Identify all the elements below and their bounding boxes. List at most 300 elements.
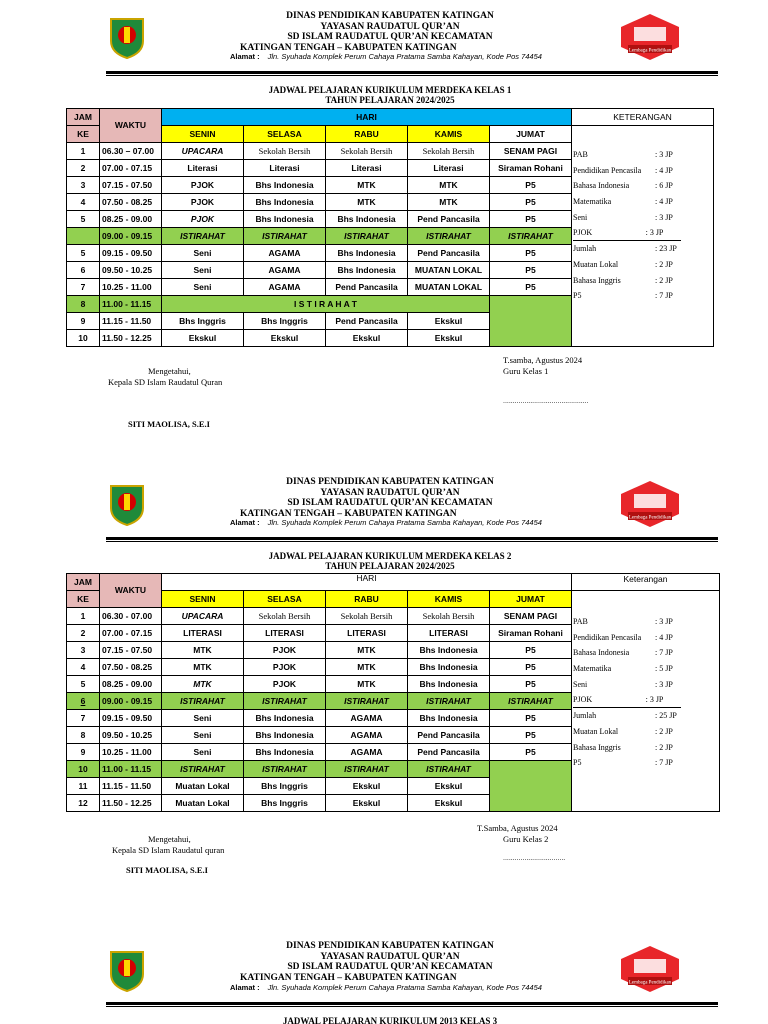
cell: AGAMA: [326, 744, 408, 761]
cell: P5: [490, 194, 572, 211]
cell: Ekskul: [326, 795, 408, 812]
cell: Pend Pancasila: [326, 279, 408, 296]
ket-label: Muatan Lokal: [573, 259, 619, 269]
cell: MTK: [162, 676, 244, 693]
letterhead-line1: DINAS PENDIDIKAN KABUPATEN KATINGAN: [286, 11, 494, 21]
ket-label: Bahasa Inggris: [573, 275, 621, 285]
cell: 1: [67, 608, 100, 625]
day-senin: SENIN: [162, 126, 244, 143]
cell: 07.15 - 07.50: [100, 642, 162, 659]
cell: 09.50 - 10.25: [100, 262, 162, 279]
address-label: Alamat :: [230, 518, 260, 527]
cell: Literasi: [408, 160, 490, 177]
cell: 9: [67, 313, 100, 330]
ket-value: : 2 JP: [655, 742, 673, 752]
cell: Ekskul: [326, 778, 408, 795]
cell: Sekolah Bersih: [244, 608, 326, 625]
sign-text: Kepala SD Islam Raudatul Quran: [108, 376, 223, 387]
cell: UPACARA: [162, 608, 244, 625]
svg-text:Lembaga Pendidikan: Lembaga Pendidikan: [628, 515, 672, 521]
ket-value: : 3 JP: [655, 617, 673, 626]
letterhead-line3: SD ISLAM RAUDATUL QUR’AN KECAMATAN: [287, 498, 493, 508]
ket-value: : 6 JP: [655, 181, 673, 191]
cell: 11.15 - 11.50: [100, 313, 162, 330]
cell: 10: [67, 330, 100, 347]
ket-row: [573, 755, 695, 771]
header-jam: JAM: [67, 574, 100, 591]
letterhead-line1: DINAS PENDIDIKAN KABUPATEN KATINGAN: [286, 941, 494, 951]
ket-label: P5: [573, 758, 582, 768]
ket-label: PAB: [573, 617, 588, 626]
cell: 2: [67, 160, 100, 177]
cell: LITERASI: [162, 625, 244, 642]
cell: Sekolah Bersih: [244, 143, 326, 160]
signature-left: [108, 366, 222, 387]
sign-text: T.samba, Agustus 2024: [503, 355, 583, 365]
cell: P5: [490, 279, 572, 296]
letterhead: [160, 11, 620, 53]
sign-text: T.Samba, Agustus 2024: [477, 823, 558, 833]
cell: Bhs Indonesia: [408, 642, 490, 659]
cell: P5: [490, 211, 572, 228]
cell: Literasi: [326, 160, 408, 177]
header-waktu: WAKTU: [100, 574, 162, 608]
header-ke: KE: [67, 591, 100, 608]
cell: P5: [490, 744, 572, 761]
cell: 2: [67, 625, 100, 642]
day-kamis: KAMIS: [408, 126, 490, 143]
cell: 9: [67, 744, 100, 761]
ket-row: [573, 241, 695, 257]
cell: 07.00 - 07.15: [100, 160, 162, 177]
cell: PJOK: [162, 211, 244, 228]
ket-label: Seni: [573, 679, 588, 689]
svg-text:Lembaga Pendidikan: Lembaga Pendidikan: [628, 980, 672, 986]
cell: ISTIRAHAT: [244, 761, 326, 778]
cell: Seni: [162, 727, 244, 744]
cell: P5: [490, 710, 572, 727]
cell: Bhs Indonesia: [244, 194, 326, 211]
letterhead-line1: DINAS PENDIDIKAN KABUPATEN KATINGAN: [286, 477, 494, 487]
cell: Bhs Inggris: [244, 313, 326, 330]
cell: 06.30 – 07.00: [100, 143, 162, 160]
address-line: [230, 983, 542, 992]
day-senin: SENIN: [162, 591, 244, 608]
cell: PJOK: [244, 642, 326, 659]
letterhead-line2: YAYASAN RAUDATUL QUR’AN: [320, 487, 460, 498]
cell: MTK: [162, 659, 244, 676]
principal-name: SITI MAOLISA, S.E.I: [126, 865, 208, 875]
sign-text: Mengetahui,: [148, 366, 191, 376]
day-rabu: RABU: [326, 126, 408, 143]
ket-row: [573, 630, 695, 646]
cell: P5: [490, 262, 572, 279]
ket-row: [573, 708, 695, 724]
cell: Siraman Rohani: [490, 625, 572, 642]
cell: ISTIRAHAT: [244, 693, 326, 710]
cell: AGAMA: [326, 727, 408, 744]
cell: 12: [67, 795, 100, 812]
ket-row: [573, 147, 695, 163]
cell: MTK: [408, 194, 490, 211]
cell: 07.50 - 08.25: [100, 659, 162, 676]
ket-row: [573, 677, 695, 693]
cell: Bhs Indonesia: [408, 676, 490, 693]
cell: 7: [67, 279, 100, 296]
cell: Bhs Indonesia: [326, 262, 408, 279]
signature-left: [112, 834, 224, 855]
letterhead-line3: SD ISLAM RAUDATUL QUR’AN KECAMATAN: [287, 962, 493, 972]
cell: 09.15 - 09.50: [100, 245, 162, 262]
sign-text: Mengetahui,: [148, 834, 191, 844]
ket-value: : 3 JP: [645, 694, 664, 704]
ket-value: : 25 JP: [655, 711, 677, 721]
sign-text: Guru Kelas 1: [503, 365, 549, 376]
ket-value: : 7 JP: [655, 758, 673, 768]
ket-row: [573, 163, 695, 179]
cell: Pend Pancasila: [408, 245, 490, 262]
cell: Ekskul: [408, 795, 490, 812]
cell: LITERASI: [326, 625, 408, 642]
cell: Bhs Inggris: [162, 313, 244, 330]
cell: PJOK: [244, 676, 326, 693]
katingan-emblem-icon: [108, 15, 146, 59]
cell: I S T I R A H A T: [162, 296, 490, 313]
cell: Ekskul: [408, 330, 490, 347]
cell: MTK: [326, 659, 408, 676]
ket-label: PJOK: [573, 694, 593, 704]
cell: Seni: [162, 710, 244, 727]
cell: Seni: [162, 744, 244, 761]
cell: MTK: [326, 642, 408, 659]
signature-right: [477, 823, 558, 844]
cell: AGAMA: [244, 262, 326, 279]
ket-label: Jumlah: [573, 711, 597, 721]
cell: P5: [490, 245, 572, 262]
keterangan-list: [573, 147, 695, 304]
cell: 4: [67, 194, 100, 211]
cell: Bhs Inggris: [244, 795, 326, 812]
cell: 09.00 - 09.15: [100, 228, 162, 245]
cell: Seni: [162, 245, 244, 262]
cell: MTK: [326, 177, 408, 194]
cell: 10.25 - 11.00: [100, 744, 162, 761]
year-text: TAHUN PELAJARAN 2024/2025: [325, 561, 455, 571]
letterhead-line2: YAYASAN RAUDATUL QUR’AN: [320, 21, 460, 32]
ket-label: Matematika: [573, 197, 612, 207]
cell: P5: [490, 676, 572, 693]
ket-row: [573, 273, 695, 289]
letterhead-line4: KATINGAN TENGAH – KABUPATEN KATINGAN: [240, 42, 457, 53]
cell: AGAMA: [244, 279, 326, 296]
cell: 7: [67, 710, 100, 727]
cell: ISTIRAHAT: [326, 693, 408, 710]
cell: Ekskul: [244, 330, 326, 347]
cell: Pend Pancasila: [408, 727, 490, 744]
cell: Muatan Lokal: [162, 778, 244, 795]
cell: 11.00 - 11.15: [100, 296, 162, 313]
section-kelas-2: [0, 466, 768, 886]
day-rabu: RABU: [326, 591, 408, 608]
ket-row: [573, 210, 695, 226]
cell: Bhs Inggris: [244, 778, 326, 795]
cell: 3: [67, 642, 100, 659]
cell: MUATAN LOKAL: [408, 262, 490, 279]
cell: Literasi: [244, 160, 326, 177]
cell: ISTIRAHAT: [408, 761, 490, 778]
signature-line: ............................................: [503, 398, 589, 405]
ket-value: : 2 JP: [655, 726, 673, 736]
ket-value: : 7 JP: [655, 648, 673, 658]
day-selasa: SELASA: [244, 591, 326, 608]
cell: Pend Pancasila: [408, 211, 490, 228]
ket-value: : 3 JP: [655, 212, 673, 222]
ket-label: Jumlah: [573, 244, 597, 254]
cell: ISTIRAHAT: [408, 228, 490, 245]
cell: MTK: [162, 642, 244, 659]
school-logo-icon: [620, 480, 680, 528]
cell: ISTIRAHAT: [490, 228, 572, 245]
cell: AGAMA: [326, 710, 408, 727]
cell: Literasi: [162, 160, 244, 177]
header-waktu: WAKTU: [100, 109, 162, 143]
year-text: TAHUN PELAJARAN 2024/2025: [325, 95, 455, 105]
cell: 6: [67, 693, 100, 710]
cell: 11.15 - 11.50: [100, 778, 162, 795]
cell: Sekolah Bersih: [326, 608, 408, 625]
cell: PJOK: [162, 194, 244, 211]
cell: MTK: [326, 194, 408, 211]
cell: Sekolah Bersih: [408, 608, 490, 625]
svg-text:Lembaga Pendidikan: Lembaga Pendidikan: [628, 48, 672, 54]
cell: Bhs Indonesia: [326, 245, 408, 262]
header-ke: KE: [67, 126, 100, 143]
ket-label: Muatan Lokal: [573, 726, 619, 736]
cell: [67, 228, 100, 245]
school-logo-icon: [620, 945, 680, 993]
cell: Bhs Indonesia: [408, 710, 490, 727]
header-hari: HARI: [162, 109, 572, 126]
cell: MTK: [408, 177, 490, 194]
day-kamis: KAMIS: [408, 591, 490, 608]
cell: Seni: [162, 279, 244, 296]
keterangan-list: [573, 614, 695, 771]
ket-label: P5: [573, 291, 582, 301]
cell: SENAM PAGI: [490, 143, 572, 160]
section-kelas-3: [0, 932, 768, 1024]
address-text: Jln. Syuhada Komplek Perum Cahaya Pratama Samba Kahayan, Kode Pos 74454: [267, 518, 542, 527]
cell: Bhs Indonesia: [244, 744, 326, 761]
cell: AGAMA: [244, 245, 326, 262]
ket-label: PJOK: [573, 227, 593, 237]
cell: 08.25 - 09.00: [100, 676, 162, 693]
header-keterangan: KETERANGAN: [572, 109, 714, 126]
cell: Sekolah Bersih: [326, 143, 408, 160]
ket-value: : 5 JP: [655, 664, 673, 674]
ket-label: Matematika: [573, 664, 612, 674]
ket-row: [573, 724, 695, 740]
ket-label: Bahasa Indonesia: [573, 648, 630, 658]
cell: 11: [67, 778, 100, 795]
day-jumat: JUMAT: [490, 126, 572, 143]
katingan-emblem-icon: [108, 948, 146, 992]
ket-value: : 2 JP: [655, 259, 673, 269]
cell: P5: [490, 642, 572, 659]
ket-label: Bahasa Indonesia: [573, 181, 630, 191]
header-divider-thin: [106, 541, 718, 542]
sign-text: Kepala SD Islam Raudatul quran: [112, 844, 225, 855]
ket-label: Bahasa Inggris: [573, 742, 621, 752]
title-text: JADWAL PELAJARAN KURIKULUM MERDEKA KELAS 1: [268, 85, 512, 95]
cell: P5: [490, 177, 572, 194]
cell: 5: [67, 245, 100, 262]
cell: 07.15 - 07.50: [100, 177, 162, 194]
cell: LITERASI: [244, 625, 326, 642]
ket-label: Pendidikan Pencasila: [573, 632, 642, 642]
cell: ISTIRAHAT: [162, 761, 244, 778]
sign-text: Guru Kelas 2: [503, 833, 549, 844]
cell: [490, 296, 572, 347]
cell: 3: [67, 177, 100, 194]
cell: Bhs Indonesia: [326, 211, 408, 228]
header-divider-thin: [106, 1006, 718, 1007]
cell: Ekskul: [408, 313, 490, 330]
cell: Ekskul: [162, 330, 244, 347]
title-text: JADWAL PELAJARAN KURIKULUM MERDEKA KELAS 2: [268, 551, 512, 561]
header-divider: [106, 537, 718, 540]
cell: P5: [490, 659, 572, 676]
signature-right: [503, 355, 582, 376]
ket-value: : 4 JP: [655, 197, 673, 207]
ket-value: : 3 JP: [645, 227, 664, 237]
cell: 08.25 - 09.00: [100, 211, 162, 228]
ket-value: : 2 JP: [655, 275, 673, 285]
address-text: Jln. Syuhada Komplek Perum Cahaya Pratama Samba Kahayan, Kode Pos 74454: [267, 52, 542, 61]
cell: 07.50 - 08.25: [100, 194, 162, 211]
letterhead-line3: SD ISLAM RAUDATUL QUR’AN KECAMATAN: [287, 32, 493, 42]
cell: 09.15 - 09.50: [100, 710, 162, 727]
schedule-title: [160, 551, 620, 571]
ket-value: : 7 JP: [655, 291, 673, 301]
header-jam: JAM: [67, 109, 100, 126]
header-hari: HARI: [162, 574, 572, 591]
title-text: JADWAL PELAJARAN KURIKULUM 2013 KELAS 3: [282, 1016, 498, 1024]
letterhead-line2: YAYASAN RAUDATUL QUR’AN: [320, 951, 460, 962]
cell: Bhs Indonesia: [244, 177, 326, 194]
address-text: Jln. Syuhada Komplek Perum Cahaya Pratama Samba Kahayan, Kode Pos 74454: [267, 983, 542, 992]
cell: ISTIRAHAT: [490, 693, 572, 710]
ket-row: [573, 257, 695, 273]
cell: 5: [67, 211, 100, 228]
cell: MUATAN LOKAL: [408, 279, 490, 296]
address-line: [230, 518, 542, 527]
cell: ISTIRAHAT: [244, 228, 326, 245]
cell: Bhs Indonesia: [408, 659, 490, 676]
ket-row: [573, 661, 695, 677]
ket-label: Pendidikan Pencasila: [573, 165, 642, 175]
cell: UPACARA: [162, 143, 244, 160]
ket-row: [573, 288, 695, 304]
cell: Bhs Indonesia: [244, 710, 326, 727]
ket-row: [573, 226, 681, 242]
address-line: [230, 52, 542, 61]
ket-row: [573, 693, 681, 709]
cell: ISTIRAHAT: [326, 228, 408, 245]
ket-row: [573, 740, 695, 756]
cell: 8: [67, 296, 100, 313]
cell: 10: [67, 761, 100, 778]
cell: 10.25 - 11.00: [100, 279, 162, 296]
cell: Sekolah Bersih: [408, 143, 490, 160]
signature-line: ................................: [503, 855, 566, 862]
cell: 6: [67, 262, 100, 279]
cell: SENAM PAGI: [490, 608, 572, 625]
cell: 11.00 - 11.15: [100, 761, 162, 778]
cell: ISTIRAHAT: [408, 693, 490, 710]
ket-label: Seni: [573, 212, 588, 222]
cell: LITERASI: [408, 625, 490, 642]
school-logo-icon: [620, 13, 680, 61]
ket-value: : 23 JP: [655, 244, 677, 254]
address-label: Alamat :: [230, 52, 260, 61]
cell: PJOK: [244, 659, 326, 676]
cell: ISTIRAHAT: [162, 693, 244, 710]
katingan-emblem-icon: [108, 482, 146, 526]
header-keterangan: Keterangan: [572, 574, 720, 591]
day-selasa: SELASA: [244, 126, 326, 143]
cell: ISTIRAHAT: [162, 228, 244, 245]
cell: PJOK: [162, 177, 244, 194]
cell: 5: [67, 676, 100, 693]
cell: P5: [490, 727, 572, 744]
schedule-title: [160, 1016, 620, 1024]
header-divider-thin: [106, 75, 718, 76]
cell: 1: [67, 143, 100, 160]
cell: [490, 761, 572, 812]
cell: Ekskul: [408, 778, 490, 795]
ket-row: [573, 194, 695, 210]
ket-value: : 4 JP: [655, 632, 673, 642]
cell: 4: [67, 659, 100, 676]
header-divider: [106, 1002, 718, 1005]
letterhead-line4: KATINGAN TENGAH – KABUPATEN KATINGAN: [240, 972, 457, 983]
schedule-title: [160, 85, 620, 105]
letterhead-line4: KATINGAN TENGAH – KABUPATEN KATINGAN: [240, 508, 457, 519]
ket-row: [573, 614, 695, 630]
cell: 06.30 - 07.00: [100, 608, 162, 625]
cell: Pend Pancasila: [408, 744, 490, 761]
principal-name: SITI MAOLISA, S.E.I: [128, 419, 210, 429]
cell: Ekskul: [326, 330, 408, 347]
cell: 07.00 - 07.15: [100, 625, 162, 642]
ket-row: [573, 645, 695, 661]
letterhead: [160, 477, 620, 519]
section-kelas-1: [0, 0, 768, 440]
ket-label: PAB: [573, 150, 588, 159]
ket-value: : 3 JP: [655, 150, 673, 159]
day-jumat: JUMAT: [490, 591, 572, 608]
header-divider: [106, 71, 718, 74]
cell: Bhs Indonesia: [244, 727, 326, 744]
cell: 09.50 - 10.25: [100, 727, 162, 744]
cell: ISTIRAHAT: [326, 761, 408, 778]
cell: MTK: [326, 676, 408, 693]
cell: Siraman Rohani: [490, 160, 572, 177]
cell: 11.50 - 12.25: [100, 330, 162, 347]
cell: Bhs Indonesia: [244, 211, 326, 228]
ket-value: : 3 JP: [655, 679, 673, 689]
cell: 09.00 - 09.15: [100, 693, 162, 710]
